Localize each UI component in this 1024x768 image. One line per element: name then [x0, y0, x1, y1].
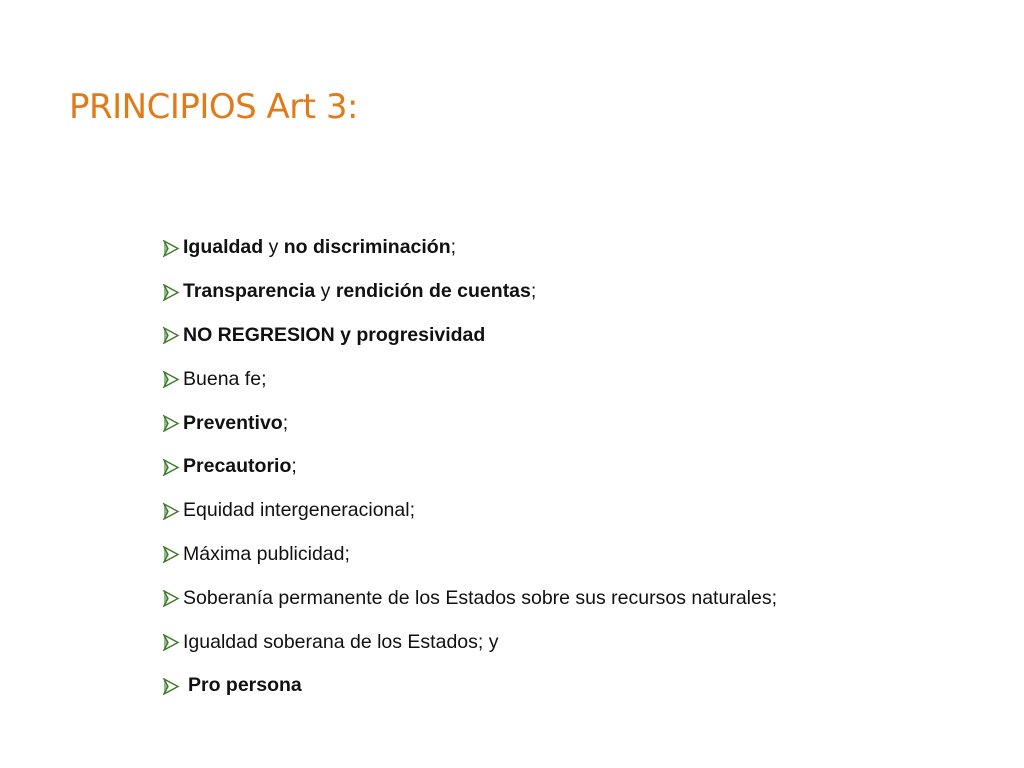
bullet-item [162, 314, 777, 358]
arrow-bullet-icon [162, 545, 183, 563]
bullet-text: y [315, 280, 336, 303]
bullet-item [162, 620, 777, 664]
bullet-text: rendición de cuentas [335, 280, 531, 303]
arrow-bullet-icon [162, 502, 183, 520]
bullet-item [162, 226, 777, 270]
bullet-text: Precautorio [183, 455, 292, 478]
bullet-item [162, 664, 777, 708]
bullet-text: ; [450, 236, 457, 259]
bullet-text: ; [530, 280, 537, 303]
arrow-bullet-icon [162, 589, 183, 607]
bullet-text: y [263, 236, 284, 259]
bullet-item [162, 401, 777, 445]
arrow-bullet-icon [162, 677, 183, 695]
bullet-item [162, 445, 777, 489]
bullet-text: NO REGRESION y progresividad [183, 323, 486, 346]
bullet-text: Preventivo [183, 411, 283, 434]
arrow-bullet-icon [162, 370, 183, 388]
bullet-text: Equidad intergeneracional; [183, 499, 416, 522]
bullet-text: ; [282, 411, 289, 434]
bullet-list [162, 226, 777, 708]
bullet-text: Transparencia [183, 280, 316, 303]
arrow-bullet-icon [162, 414, 183, 432]
slide-title: PRINCIPIOS Art 3: [69, 87, 358, 127]
arrow-bullet-icon [162, 239, 183, 257]
bullet-text: Soberanía permanente de los Estados sobre sus recursos naturales; [183, 586, 778, 609]
bullet-text: Igualdad [183, 236, 264, 259]
bullet-item [162, 489, 777, 533]
arrow-bullet-icon [162, 283, 183, 301]
bullet-text: Buena fe; [183, 367, 267, 390]
bullet-item [162, 533, 777, 577]
bullet-text: Pro persona [188, 674, 302, 697]
bullet-text: Igualdad soberana de los Estados; y [183, 630, 499, 653]
bullet-item [162, 576, 777, 620]
bullet-item [162, 270, 777, 314]
bullet-text: Máxima publicidad; [183, 542, 350, 565]
bullet-text: no discriminación [283, 236, 451, 259]
arrow-bullet-icon [162, 458, 183, 476]
bullet-item [162, 357, 777, 401]
bullet-text: ; [291, 455, 297, 478]
arrow-bullet-icon [162, 633, 183, 651]
arrow-bullet-icon [162, 326, 183, 344]
